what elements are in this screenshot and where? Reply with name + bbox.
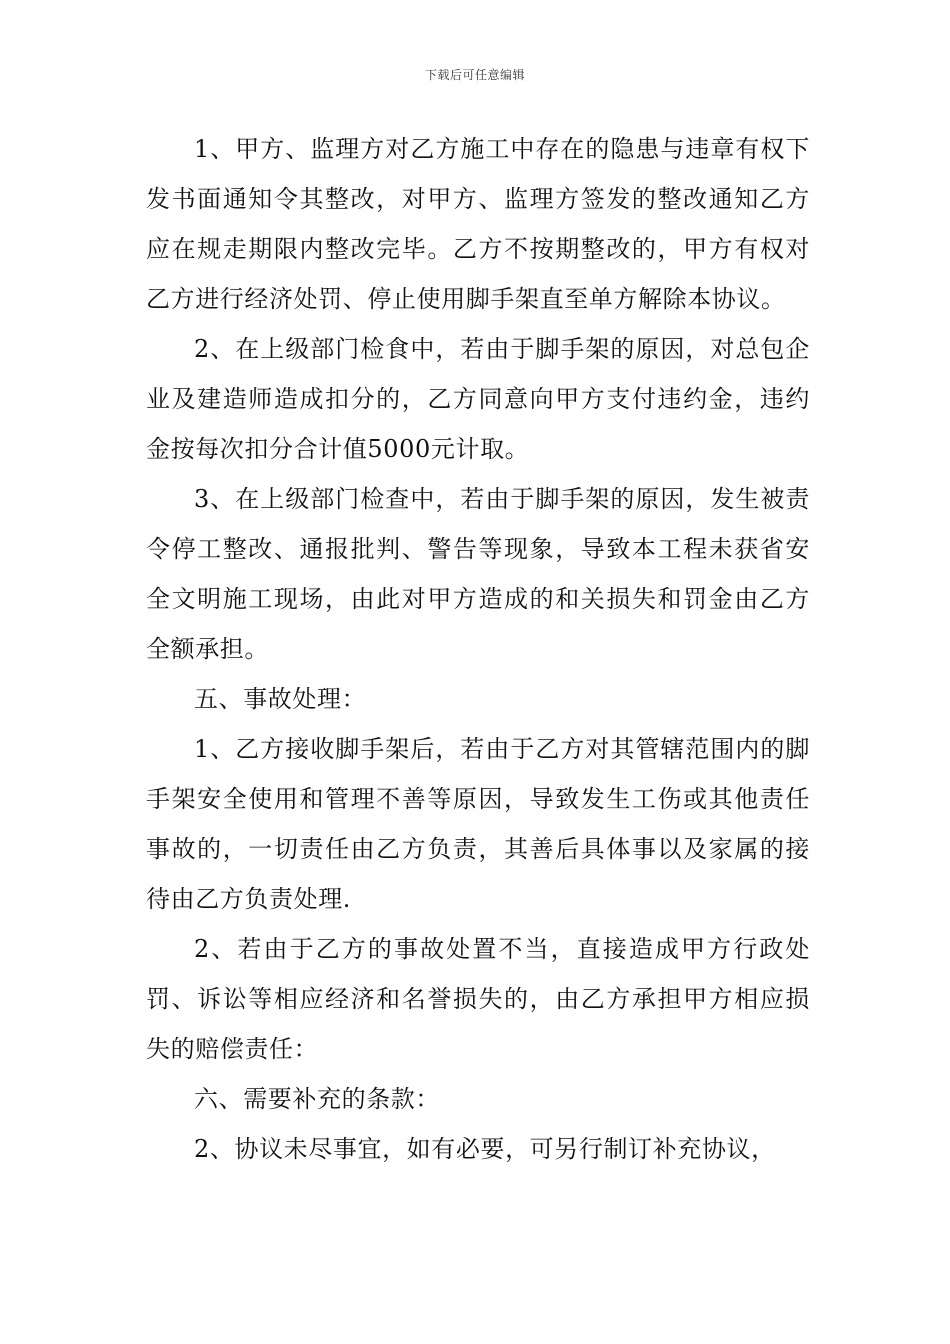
section-heading-accident: 五、事故处理： [194,685,367,713]
section-heading-supplement: 六、需要补充的条款： [194,1085,440,1113]
paragraph-clause-3: 3、在上级部门检查中，若由于脚手架的原因，发生被责令停工整改、通报批判、警告等现象，导致本工程未获省安全文明施工现场，由此对甲方造成的和关损失和罚金由乙方全额承担。 [146,485,810,663]
paragraph-clause-2: 2、在上级部门检食中，若由于脚手架的原因，对总包企业及建造师造成扣分的，乙方同意向甲方支付违约金，违约金按每次扣分合计值5000元计取。 [146,335,810,463]
paragraph-supplement-2: 2、协议未尽事宜，如有必要，可另行制订补充协议， [194,1135,776,1163]
paragraph-accident-1: 1、乙方接收脚手架后，若由于乙方对其管辖范围内的脚手架安全使用和管理不善等原因，导致发生工伤或其他责任事故的，一切责任由乙方负责，其善后具体事以及家属的接待由乙方负责处理. [146,735,810,913]
page-header: 下载后可任意编辑 [424,68,525,82]
document-body [146,124,810,1174]
paragraph-clause-1: 1、甲方、监理方对乙方施工中存在的隐患与违章有权下发书面通知令其整改，对甲方、监理方签发的整改通知乙方应在规走期限内整改完毕。乙方不按期整改的，甲方有权对乙方进行经济处罚、停止使用脚手架直至单方解除本协议。 [146,135,810,313]
paragraph-accident-2: 2、若由于乙方的事故处置不当，直接造成甲方行政处罚、诉讼等相应经济和名誉损失的，由乙方承担甲方相应损失的赔偿责任： [146,935,810,1063]
